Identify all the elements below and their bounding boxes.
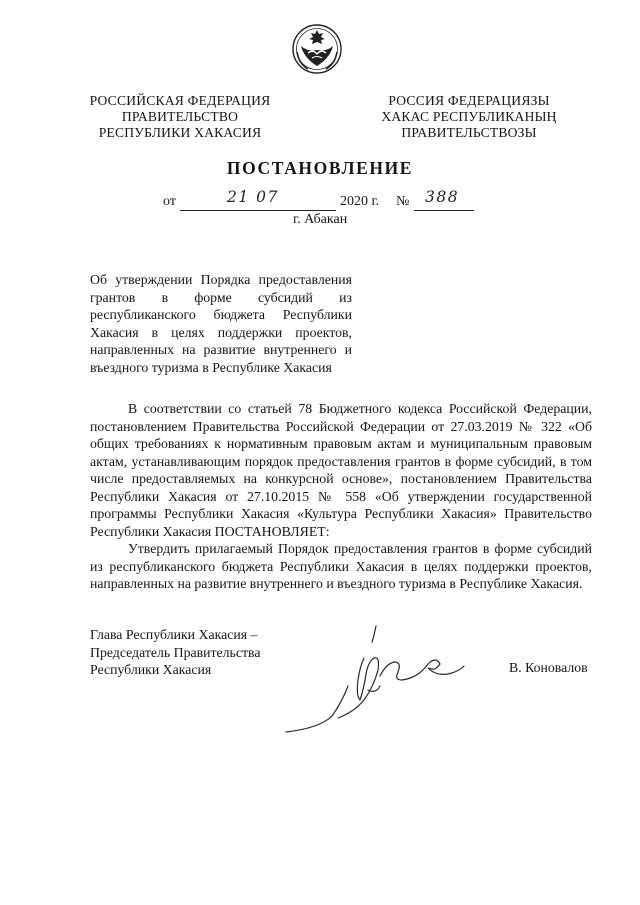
- signer-title-line: Республики Хакасия: [90, 662, 212, 677]
- document-subject: Об утверждении Порядка предоставления грантов в форме субсидий из республиканского бюджета Республики Хакасия в целях поддержки проектов, направленных на развитие внутреннего и въездного туризма в Республике Хакасия: [90, 272, 352, 375]
- header-left-line: РОССИЙСКАЯ ФЕДЕРАЦИЯ: [89, 93, 271, 108]
- year-text: 2020 г.: [340, 194, 380, 209]
- header-left-line: ПРАВИТЕЛЬСТВО: [121, 109, 239, 124]
- number-handwritten: 388: [425, 188, 460, 206]
- date-prefix: от: [163, 194, 176, 209]
- document-type-title: ПОСТАНОВЛЕНИЕ: [226, 158, 414, 178]
- header-right-line: РОССИЯ ФЕДЕРАЦИЯЗЫ: [388, 93, 550, 108]
- handwritten-signature: [268, 620, 488, 735]
- date-underline: [180, 210, 336, 211]
- body-paragraph: В соответствии со статьей 78 Бюджетного кодекса Российской Федерации, постановлением Правительства Российской Федерации от 27.03.2019 № 322 «Об общих требованиях к нормативным правовым актам и муниципальным правовым актам, устанавливающим порядок предоставления грантов в форме субсидий, в том числе предоставляемых на конкурсной основе», постановлением Правительства Республики Хакасия от 27.10.2015 № 558 «Об утверждении государственной программы Республики Хакасия «Культура Республики Хакасия» Правительство Республики Хакасия ПОСТАНОВЛЯЕТ:: [90, 401, 592, 539]
- document-body: [90, 400, 592, 593]
- header-right-khakas: [364, 93, 574, 141]
- city-name: г. Абакан: [293, 212, 348, 227]
- number-underline: [414, 210, 474, 211]
- header-right-line: ХАКАС РЕСПУБЛИКАНЫҢ: [381, 109, 557, 124]
- number-prefix: №: [396, 194, 410, 209]
- signer-title-line: Председатель Правительства: [90, 644, 261, 660]
- body-paragraph: Утвердить прилагаемый Порядок предоставления грантов в форме субсидий из республиканского бюджета Республики Хакасия в целях поддержки проектов, направленных на развитие внутреннего и въездного туризма в Республике Хакасия.: [90, 541, 592, 591]
- signer-title-line: Глава Республики Хакасия –: [90, 627, 258, 642]
- header-left-line: РЕСПУБЛИКИ ХАКАСИЯ: [98, 125, 262, 140]
- signer-name: В. Коновалов: [509, 660, 588, 675]
- coat-of-arms-emblem: [288, 22, 346, 76]
- date-handwritten: 21 07: [227, 188, 279, 206]
- header-right-line: ПРАВИТЕЛЬСТВОЗЫ: [401, 125, 537, 140]
- header-left-russian: [82, 93, 278, 141]
- signer-title: [90, 626, 260, 679]
